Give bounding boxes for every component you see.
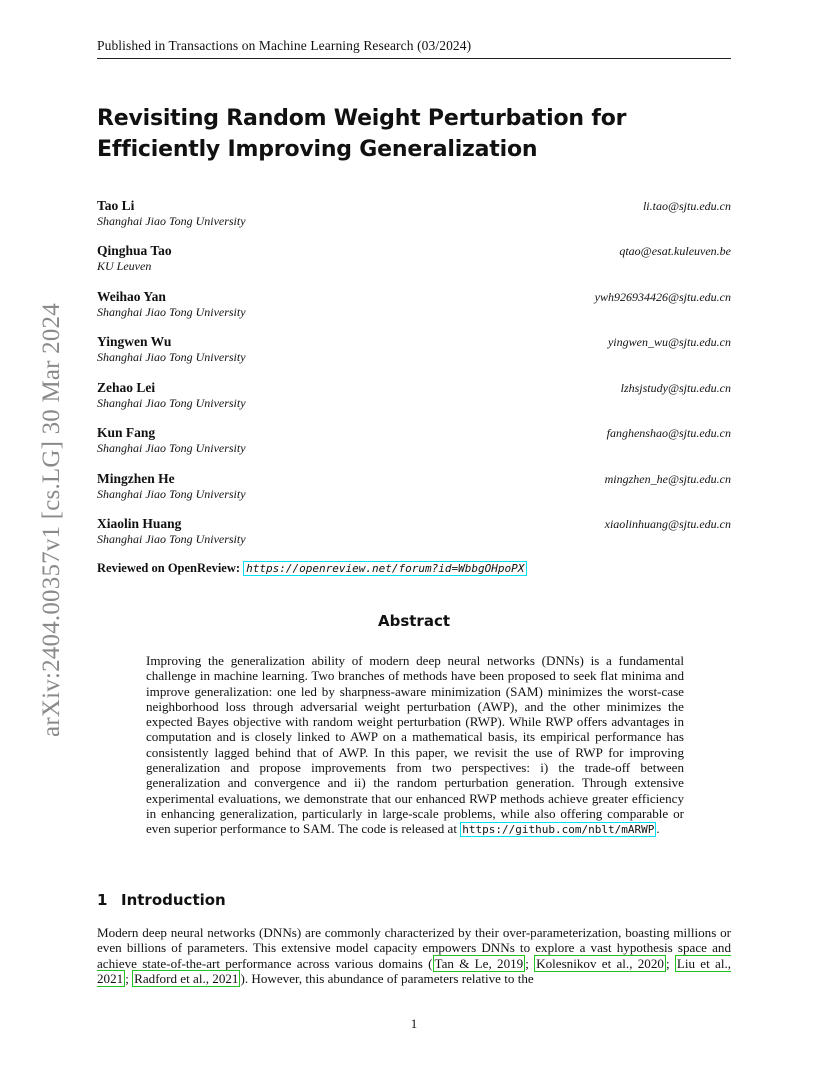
code-link[interactable]: https://github.com/nblt/mARWP (462, 823, 655, 837)
review-line (97, 561, 527, 576)
abstract-text (146, 653, 684, 838)
abstract-paragraph: Improving the generalization ability of modern deep neural networks (DNNs) is a fundamental challenge in machine learning. Two branches of methods have been proposed to seek flat minima and improve generalization: one led by sharpness-aware minimization (SAM) minimizes the worst-case neighborhood loss through adversarial weight perturbation (AWP), and the other minimizes the expected Bayes objective with random weight perturbation (RWP). While RWP offers advantages in computation and is closely linked to AWP on a mathematical basis, its empirical performance has consistently lagged behind that of AWP. In this paper, we revisit the use of RWP for improving generalization and propose improvements from two perspectives: i) the trade-off between generalization and convergence and ii) the random perturbation generation. Through extensive experimental evaluations, we demonstrate that our enhanced RWP methods achieve greater efficiency in enhancing generalization, particularly in large-scale problems, while also offering comparable or even superior performance to SAM. The code is released at (146, 653, 684, 837)
author-email[interactable]: xiaolinhuang@sjtu.edu.cn (604, 517, 731, 531)
citation-link[interactable]: Kolesnikov et al., 2020 (536, 955, 664, 971)
author-name: Weihao Yan (97, 289, 166, 304)
author-block (97, 380, 731, 414)
citation-separator: ; (665, 955, 675, 971)
arxiv-identifier: arXiv:2404.00357v1 [cs.LG] 30 Mar 2024 (38, 303, 65, 737)
author-email[interactable]: qtao@esat.kuleuven.be (619, 244, 731, 258)
running-head: Published in Transactions on Machine Learning Research (03/2024) (97, 38, 731, 59)
intro-paragraph (97, 925, 731, 986)
author-affiliation: Shanghai Jiao Tong University (97, 441, 246, 455)
author-email[interactable]: fanghenshao@sjtu.edu.cn (606, 426, 731, 440)
citation-link[interactable]: Radford et al., 2021 (134, 970, 239, 986)
author-block (97, 243, 731, 277)
citation-separator: ; (125, 970, 133, 986)
author-name: Xiaolin Huang (97, 516, 182, 531)
intro-text-end: ). However, this abundance of parameters relative to the (240, 970, 534, 986)
author-affiliation: Shanghai Jiao Tong University (97, 487, 246, 501)
author-name: Mingzhen He (97, 471, 175, 486)
openreview-link[interactable]: https://openreview.net/forum?id=WbbgOHpoPX (243, 561, 527, 576)
page-number: 1 (410, 1016, 418, 1031)
author-block (97, 471, 731, 505)
author-name: Kun Fang (97, 425, 156, 440)
author-affiliation: Shanghai Jiao Tong University (97, 214, 246, 228)
author-email[interactable]: ywh926934426@sjtu.edu.cn (594, 290, 731, 304)
author-email[interactable]: yingwen_wu@sjtu.edu.cn (607, 335, 731, 349)
author-affiliation: Shanghai Jiao Tong University (97, 305, 246, 319)
author-affiliation: KU Leuven (97, 259, 152, 273)
author-affiliation: Shanghai Jiao Tong University (97, 396, 246, 410)
citation-link[interactable]: Liu et al., 2021 (97, 955, 732, 986)
abstract-end: . (656, 821, 660, 837)
author-affiliation: Shanghai Jiao Tong University (97, 532, 246, 546)
author-block (97, 516, 731, 550)
author-block (97, 425, 731, 459)
author-name: Zehao Lei (97, 380, 156, 395)
author-block (97, 334, 731, 368)
author-block (97, 289, 731, 323)
author-affiliation: Shanghai Jiao Tong University (97, 350, 246, 364)
author-block (97, 198, 731, 232)
paper-title: Revisiting Random Weight Perturbation for Efficiently Improving Generalization (97, 106, 627, 162)
intro-text: Modern deep neural networks (DNNs) are commonly characterized by their over-parameterization, boasting millions or even billions of parameters. This extensive model capacity empowers DNNs to explore a vast hypothesis space and achieve state-of-the-art performance across various domains ( (97, 925, 731, 971)
section-number: 1 (97, 891, 108, 909)
author-name: Qinghua Tao (97, 243, 172, 258)
section-title: Introduction (121, 891, 226, 909)
author-name: Tao Li (97, 198, 135, 213)
author-email[interactable]: li.tao@sjtu.edu.cn (642, 199, 731, 213)
citation-link[interactable]: Tan & Le, 2019 (434, 955, 524, 971)
author-email[interactable]: mingzhen_he@sjtu.edu.cn (604, 472, 731, 486)
citation-separator: ; (525, 955, 535, 971)
section-heading (97, 891, 226, 909)
author-name: Yingwen Wu (97, 334, 172, 349)
review-label: Reviewed on OpenReview: (97, 561, 241, 575)
abstract-heading: Abstract (377, 612, 451, 630)
author-email[interactable]: lzhsjstudy@sjtu.edu.cn (620, 381, 731, 395)
